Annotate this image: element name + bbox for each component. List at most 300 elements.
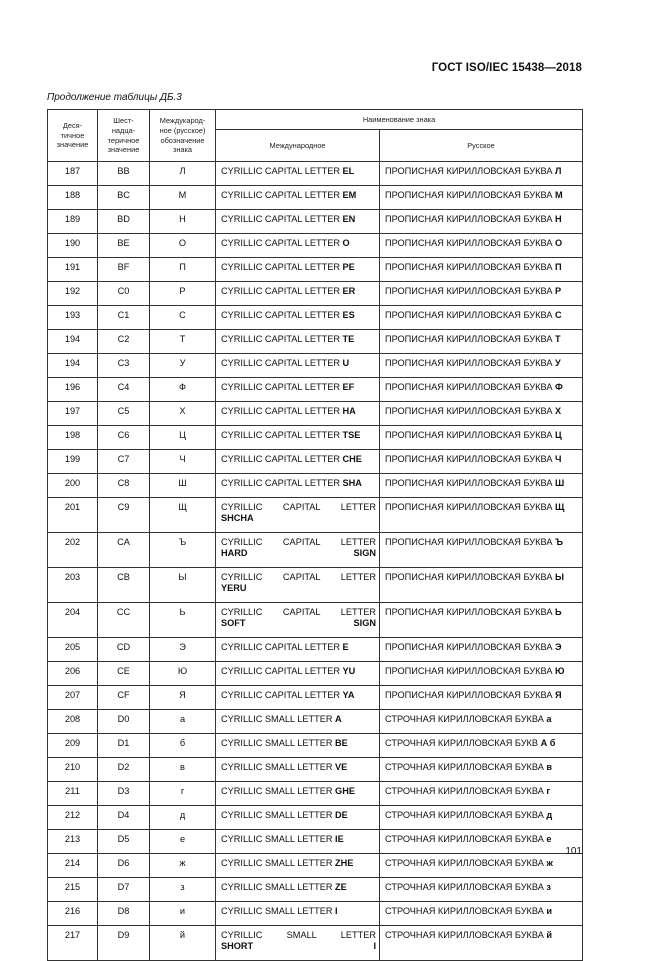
- russian-name-cell: [380, 162, 583, 186]
- international-name-prefix: CYRILLIC SMALL LETTER: [221, 834, 333, 844]
- international-name-cell: [216, 782, 380, 806]
- russian-name-cell: [380, 854, 583, 878]
- russian-name-letter: й: [546, 930, 553, 940]
- decimal-cell: 189: [48, 210, 98, 234]
- decimal-cell: 207: [48, 686, 98, 710]
- document-header: ГОСТ ISO/IEC 15438—2018: [431, 62, 582, 74]
- international-name-prefix: CYRILLIC SMALL LETTER: [221, 738, 333, 748]
- hex-cell: C3: [98, 354, 150, 378]
- decimal-cell: 210: [48, 758, 98, 782]
- international-name-letter: YA: [342, 690, 355, 700]
- international-name-prefix: CYRILLIC CAPITAL LETTER: [221, 502, 376, 512]
- glyph-cell: в: [150, 758, 216, 782]
- table-row: [48, 402, 583, 426]
- hex-cell: D0: [98, 710, 150, 734]
- header-decimal: Деся- тичное значение: [48, 110, 98, 162]
- glyph-cell: Э: [150, 638, 216, 662]
- table-row: [48, 568, 583, 603]
- russian-name-letter: Ь: [555, 607, 562, 617]
- table-row: [48, 282, 583, 306]
- glyph-cell: б: [150, 734, 216, 758]
- table-row: [48, 710, 583, 734]
- hex-cell: C7: [98, 450, 150, 474]
- hex-cell: BC: [98, 186, 150, 210]
- russian-name-letter: Ф: [555, 382, 563, 392]
- international-name-letter: SHCHA: [221, 512, 254, 523]
- russian-name-prefix: ПРОПИСНАЯ КИРИЛЛОВСКАЯ БУКВА: [385, 478, 553, 488]
- russian-name-cell: [380, 662, 583, 686]
- russian-name-letter: Э: [555, 642, 562, 652]
- international-name-prefix: CYRILLIC SMALL LETTER: [221, 810, 333, 820]
- russian-name-prefix: СТРОЧНАЯ КИРИЛЛОВСКАЯ БУКВА: [385, 930, 544, 940]
- decimal-cell: 193: [48, 306, 98, 330]
- international-name-prefix: CYRILLIC CAPITAL LETTER: [221, 214, 340, 224]
- hex-cell: BE: [98, 234, 150, 258]
- header-hex: Шест- надца- теричное значение: [98, 110, 150, 162]
- international-name-cell: [216, 902, 380, 926]
- international-name-prefix: CYRILLIC CAPITAL LETTER: [221, 238, 340, 248]
- russian-name-prefix: СТРОЧНАЯ КИРИЛЛОВСКАЯ БУКВА: [385, 858, 544, 868]
- decimal-cell: 208: [48, 710, 98, 734]
- hex-cell: D8: [98, 902, 150, 926]
- russian-name-cell: [380, 282, 583, 306]
- international-name-cell: [216, 830, 380, 854]
- international-name-cell: [216, 258, 380, 282]
- glyph-cell: Щ: [150, 498, 216, 533]
- decimal-cell: 214: [48, 854, 98, 878]
- decimal-cell: 217: [48, 926, 98, 961]
- glyph-cell: и: [150, 902, 216, 926]
- international-name-prefix: CYRILLIC CAPITAL LETTER: [221, 334, 340, 344]
- international-name-letter: TSE: [342, 430, 361, 440]
- russian-name-cell: [380, 474, 583, 498]
- russian-name-cell: [380, 638, 583, 662]
- international-name-cell: [216, 474, 380, 498]
- glyph-cell: г: [150, 782, 216, 806]
- table-row: [48, 662, 583, 686]
- russian-name-prefix: ПРОПИСНАЯ КИРИЛЛОВСКАЯ БУКВА: [385, 666, 553, 676]
- international-name-prefix: CYRILLIC SMALL LETTER: [221, 714, 333, 724]
- international-name-letter: EF: [342, 382, 355, 392]
- russian-name-letter: П: [555, 262, 562, 272]
- international-name-cell: [216, 734, 380, 758]
- decimal-cell: 203: [48, 568, 98, 603]
- russian-name-letter: д: [546, 810, 553, 820]
- international-name-letter: I: [335, 906, 338, 916]
- table-body: [48, 162, 583, 961]
- russian-name-cell: [380, 686, 583, 710]
- hex-cell: CA: [98, 533, 150, 568]
- russian-name-cell: [380, 568, 583, 603]
- russian-name-prefix: СТРОЧНАЯ КИРИЛЛОВСКАЯ БУКВА: [385, 810, 544, 820]
- table-row: [48, 162, 583, 186]
- russian-name-prefix: ПРОПИСНАЯ КИРИЛЛОВСКАЯ БУКВА: [385, 690, 553, 700]
- glyph-cell: С: [150, 306, 216, 330]
- hex-cell: D3: [98, 782, 150, 806]
- russian-name-prefix: ПРОПИСНАЯ КИРИЛЛОВСКАЯ БУКВА: [385, 454, 553, 464]
- russian-name-cell: [380, 498, 583, 533]
- international-name-prefix: CYRILLIC SMALL LETTER: [221, 906, 333, 916]
- russian-name-cell: [380, 782, 583, 806]
- table-row: [48, 902, 583, 926]
- international-name-letter: E: [342, 642, 349, 652]
- international-name-letter: ER: [342, 286, 356, 296]
- international-name-cell: [216, 378, 380, 402]
- russian-name-cell: [380, 186, 583, 210]
- russian-name-prefix: СТРОЧНАЯ КИРИЛЛОВСКАЯ БУКВ: [385, 738, 539, 748]
- hex-cell: D2: [98, 758, 150, 782]
- russian-name-cell: [380, 378, 583, 402]
- glyph-cell: У: [150, 354, 216, 378]
- international-name-prefix: CYRILLIC CAPITAL LETTER: [221, 642, 340, 652]
- international-name-cell: [216, 638, 380, 662]
- table-row: [48, 450, 583, 474]
- international-name-cell: [216, 758, 380, 782]
- glyph-cell: й: [150, 926, 216, 961]
- international-name-cell: [216, 234, 380, 258]
- international-name-letter: EN: [342, 214, 356, 224]
- glyph-cell: а: [150, 710, 216, 734]
- russian-name-letter: М: [555, 190, 563, 200]
- decimal-cell: 216: [48, 902, 98, 926]
- international-name-cell: [216, 186, 380, 210]
- decimal-cell: 194: [48, 354, 98, 378]
- character-table: [47, 109, 583, 961]
- russian-name-prefix: ПРОПИСНАЯ КИРИЛЛОВСКАЯ БУКВА: [385, 310, 553, 320]
- table-row: [48, 306, 583, 330]
- russian-name-prefix: ПРОПИСНАЯ КИРИЛЛОВСКАЯ БУКВА: [385, 214, 553, 224]
- international-name-letter: TE: [342, 334, 355, 344]
- glyph-cell: Р: [150, 282, 216, 306]
- decimal-cell: 204: [48, 603, 98, 638]
- international-name-cell: [216, 686, 380, 710]
- decimal-cell: 192: [48, 282, 98, 306]
- glyph-cell: е: [150, 830, 216, 854]
- russian-name-letter: е: [546, 834, 552, 844]
- glyph-cell: М: [150, 186, 216, 210]
- russian-name-letter: Ы: [555, 572, 565, 582]
- table-row: [48, 378, 583, 402]
- table-row: [48, 210, 583, 234]
- russian-name-letter: Ш: [555, 478, 565, 488]
- russian-name-prefix: ПРОПИСНАЯ КИРИЛЛОВСКАЯ БУКВА: [385, 430, 553, 440]
- glyph-cell: Ь: [150, 603, 216, 638]
- russian-name-prefix: ПРОПИСНАЯ КИРИЛЛОВСКАЯ БУКВА: [385, 502, 553, 512]
- header-glyph: Междукарод- ное (русское) обозначение знака: [150, 110, 216, 162]
- table-row: [48, 603, 583, 638]
- russian-name-letter: Т: [555, 334, 561, 344]
- russian-name-letter: и: [546, 906, 553, 916]
- russian-name-letter: з: [546, 882, 551, 892]
- international-name-letter: VE: [335, 762, 348, 772]
- table-row: [48, 498, 583, 533]
- russian-name-cell: [380, 450, 583, 474]
- hex-cell: BD: [98, 210, 150, 234]
- russian-name-prefix: ПРОПИСНАЯ КИРИЛЛОВСКАЯ БУКВА: [385, 537, 553, 547]
- international-name-cell: [216, 210, 380, 234]
- international-name-prefix: CYRILLIC SMALL LETTER: [221, 762, 333, 772]
- table-row: [48, 258, 583, 282]
- international-name-prefix: CYRILLIC CAPITAL LETTER: [221, 666, 340, 676]
- international-name-letter: SHORT I: [221, 940, 376, 951]
- international-name-letter: EM: [342, 190, 357, 200]
- decimal-cell: 209: [48, 734, 98, 758]
- international-name-letter: BE: [335, 738, 348, 748]
- hex-cell: D5: [98, 830, 150, 854]
- international-name-prefix: CYRILLIC CAPITAL LETTER: [221, 537, 376, 547]
- russian-name-prefix: СТРОЧНАЯ КИРИЛЛОВСКАЯ БУКВА: [385, 762, 544, 772]
- russian-name-prefix: ПРОПИСНАЯ КИРИЛЛОВСКАЯ БУКВА: [385, 406, 553, 416]
- international-name-cell: [216, 854, 380, 878]
- hex-cell: CD: [98, 638, 150, 662]
- decimal-cell: 196: [48, 378, 98, 402]
- table-row: [48, 186, 583, 210]
- glyph-cell: Ш: [150, 474, 216, 498]
- table-row: [48, 686, 583, 710]
- international-name-letter: ES: [342, 310, 355, 320]
- international-name-prefix: CYRILLIC CAPITAL LETTER: [221, 310, 340, 320]
- russian-name-prefix: ПРОПИСНАЯ КИРИЛЛОВСКАЯ БУКВА: [385, 572, 553, 582]
- hex-cell: C2: [98, 330, 150, 354]
- russian-name-cell: [380, 306, 583, 330]
- international-name-letter: IE: [335, 834, 344, 844]
- decimal-cell: 201: [48, 498, 98, 533]
- hex-cell: BF: [98, 258, 150, 282]
- russian-name-prefix: ПРОПИСНАЯ КИРИЛЛОВСКАЯ БУКВА: [385, 262, 553, 272]
- decimal-cell: 212: [48, 806, 98, 830]
- hex-cell: D7: [98, 878, 150, 902]
- glyph-cell: Ф: [150, 378, 216, 402]
- russian-name-cell: [380, 830, 583, 854]
- hex-cell: BB: [98, 162, 150, 186]
- russian-name-cell: [380, 402, 583, 426]
- international-name-prefix: CYRILLIC CAPITAL LETTER: [221, 430, 340, 440]
- russian-name-prefix: СТРОЧНАЯ КИРИЛЛОВСКАЯ БУКВА: [385, 906, 544, 916]
- table-row: [48, 354, 583, 378]
- glyph-cell: Н: [150, 210, 216, 234]
- international-name-letter: CHE: [342, 454, 362, 464]
- international-name-cell: [216, 306, 380, 330]
- table-row: [48, 330, 583, 354]
- russian-name-letter: Х: [555, 406, 562, 416]
- russian-name-prefix: ПРОПИСНАЯ КИРИЛЛОВСКАЯ БУКВА: [385, 382, 553, 392]
- russian-name-cell: [380, 210, 583, 234]
- russian-name-cell: [380, 710, 583, 734]
- international-name-cell: [216, 498, 380, 533]
- russian-name-cell: [380, 902, 583, 926]
- header-name-group: Наименование знака: [216, 110, 583, 130]
- table-row: [48, 878, 583, 902]
- table-row: [48, 830, 583, 854]
- international-name-letter: YERU: [221, 582, 247, 593]
- glyph-cell: Ц: [150, 426, 216, 450]
- decimal-cell: 206: [48, 662, 98, 686]
- hex-cell: C0: [98, 282, 150, 306]
- international-name-prefix: CYRILLIC SMALL LETTER: [221, 882, 333, 892]
- table-row: [48, 234, 583, 258]
- russian-name-letter: Щ: [555, 502, 565, 512]
- international-name-letter: EL: [342, 166, 355, 176]
- glyph-cell: Ю: [150, 662, 216, 686]
- international-name-letter: HA: [342, 406, 356, 416]
- decimal-cell: 213: [48, 830, 98, 854]
- international-name-cell: [216, 568, 380, 603]
- international-name-letter: ZHE: [335, 858, 354, 868]
- international-name-cell: [216, 603, 380, 638]
- international-name-prefix: CYRILLIC CAPITAL LETTER: [221, 406, 340, 416]
- decimal-cell: 211: [48, 782, 98, 806]
- international-name-letter: O: [342, 238, 350, 248]
- decimal-cell: 190: [48, 234, 98, 258]
- header-russian: Русское: [380, 130, 583, 162]
- hex-cell: C8: [98, 474, 150, 498]
- hex-cell: C5: [98, 402, 150, 426]
- table-row: [48, 474, 583, 498]
- table-row: [48, 806, 583, 830]
- international-name-cell: [216, 926, 380, 961]
- russian-name-letter: А б: [540, 738, 556, 748]
- glyph-cell: д: [150, 806, 216, 830]
- international-name-cell: [216, 710, 380, 734]
- glyph-cell: П: [150, 258, 216, 282]
- russian-name-letter: Л: [555, 166, 562, 176]
- international-name-letter: YU: [342, 666, 356, 676]
- russian-name-letter: Н: [555, 214, 562, 224]
- russian-name-cell: [380, 533, 583, 568]
- russian-name-letter: У: [555, 358, 561, 368]
- glyph-cell: Я: [150, 686, 216, 710]
- table-row: [48, 638, 583, 662]
- russian-name-letter: Ъ: [555, 537, 564, 547]
- international-name-cell: [216, 354, 380, 378]
- russian-name-prefix: ПРОПИСНАЯ КИРИЛЛОВСКАЯ БУКВА: [385, 607, 553, 617]
- hex-cell: CC: [98, 603, 150, 638]
- international-name-prefix: CYRILLIC CAPITAL LETTER: [221, 190, 340, 200]
- international-name-prefix: CYRILLIC SMALL LETTER: [221, 786, 333, 796]
- glyph-cell: Л: [150, 162, 216, 186]
- russian-name-letter: в: [546, 762, 553, 772]
- decimal-cell: 187: [48, 162, 98, 186]
- glyph-cell: з: [150, 878, 216, 902]
- hex-cell: C6: [98, 426, 150, 450]
- russian-name-cell: [380, 806, 583, 830]
- hex-cell: C9: [98, 498, 150, 533]
- international-name-letter: A: [335, 714, 342, 724]
- russian-name-letter: С: [555, 310, 562, 320]
- glyph-cell: О: [150, 234, 216, 258]
- international-name-cell: [216, 533, 380, 568]
- hex-cell: CE: [98, 662, 150, 686]
- international-name-cell: [216, 662, 380, 686]
- russian-name-prefix: СТРОЧНАЯ КИРИЛЛОВСКАЯ БУКВА: [385, 714, 544, 724]
- table-row: [48, 854, 583, 878]
- international-name-cell: [216, 878, 380, 902]
- decimal-cell: 191: [48, 258, 98, 282]
- russian-name-letter: г: [546, 786, 551, 796]
- decimal-cell: 194: [48, 330, 98, 354]
- russian-name-prefix: ПРОПИСНАЯ КИРИЛЛОВСКАЯ БУКВА: [385, 190, 553, 200]
- russian-name-cell: [380, 426, 583, 450]
- international-name-cell: [216, 282, 380, 306]
- glyph-cell: Ъ: [150, 533, 216, 568]
- hex-cell: C4: [98, 378, 150, 402]
- russian-name-letter: О: [555, 238, 563, 248]
- russian-name-letter: ж: [546, 858, 553, 868]
- international-name-letter: DE: [335, 810, 348, 820]
- international-name-prefix: CYRILLIC SMALL LETTER: [221, 858, 333, 868]
- international-name-prefix: CYRILLIC CAPITAL LETTER: [221, 607, 376, 617]
- glyph-cell: Х: [150, 402, 216, 426]
- decimal-cell: 205: [48, 638, 98, 662]
- russian-name-letter: Ч: [555, 454, 562, 464]
- international-name-letter: PE: [342, 262, 355, 272]
- russian-name-letter: а: [546, 714, 552, 724]
- international-name-letter: HARD SIGN: [221, 547, 376, 558]
- international-name-cell: [216, 426, 380, 450]
- header-international: Международное: [216, 130, 380, 162]
- russian-name-letter: Ю: [555, 666, 565, 676]
- decimal-cell: 188: [48, 186, 98, 210]
- international-name-letter: ZE: [335, 882, 347, 892]
- decimal-cell: 215: [48, 878, 98, 902]
- international-name-prefix: CYRILLIC CAPITAL LETTER: [221, 454, 340, 464]
- international-name-prefix: CYRILLIC CAPITAL LETTER: [221, 286, 340, 296]
- international-name-letter: U: [342, 358, 350, 368]
- glyph-cell: Ч: [150, 450, 216, 474]
- international-name-prefix: CYRILLIC CAPITAL LETTER: [221, 358, 340, 368]
- russian-name-prefix: ПРОПИСНАЯ КИРИЛЛОВСКАЯ БУКВА: [385, 334, 553, 344]
- table-row: [48, 782, 583, 806]
- russian-name-cell: [380, 926, 583, 961]
- international-name-letter: GHE: [335, 786, 355, 796]
- hex-cell: CB: [98, 568, 150, 603]
- hex-cell: D6: [98, 854, 150, 878]
- hex-cell: D4: [98, 806, 150, 830]
- international-name-prefix: CYRILLIC CAPITAL LETTER: [221, 572, 376, 582]
- hex-cell: D9: [98, 926, 150, 961]
- table-row: [48, 426, 583, 450]
- glyph-cell: Ы: [150, 568, 216, 603]
- hex-cell: C1: [98, 306, 150, 330]
- international-name-cell: [216, 330, 380, 354]
- russian-name-cell: [380, 603, 583, 638]
- table-caption: Продолжение таблицы ДБ.3: [47, 92, 182, 103]
- international-name-prefix: CYRILLIC CAPITAL LETTER: [221, 690, 340, 700]
- international-name-prefix: CYRILLIC CAPITAL LETTER: [221, 166, 340, 176]
- russian-name-cell: [380, 354, 583, 378]
- russian-name-prefix: ПРОПИСНАЯ КИРИЛЛОВСКАЯ БУКВА: [385, 238, 553, 248]
- table-row: [48, 758, 583, 782]
- decimal-cell: 198: [48, 426, 98, 450]
- decimal-cell: 199: [48, 450, 98, 474]
- international-name-letter: SHA: [342, 478, 362, 488]
- decimal-cell: 200: [48, 474, 98, 498]
- russian-name-prefix: СТРОЧНАЯ КИРИЛЛОВСКАЯ БУКВА: [385, 786, 544, 796]
- russian-name-letter: Ц: [555, 430, 562, 440]
- russian-name-cell: [380, 258, 583, 282]
- russian-name-letter: Я: [555, 690, 562, 700]
- russian-name-prefix: СТРОЧНАЯ КИРИЛЛОВСКАЯ БУКВА: [385, 882, 544, 892]
- glyph-cell: ж: [150, 854, 216, 878]
- international-name-cell: [216, 402, 380, 426]
- table-row: [48, 734, 583, 758]
- international-name-prefix: CYRILLIC SMALL LETTER: [221, 930, 376, 940]
- russian-name-prefix: ПРОПИСНАЯ КИРИЛЛОВСКАЯ БУКВА: [385, 166, 553, 176]
- international-name-cell: [216, 806, 380, 830]
- russian-name-prefix: ПРОПИСНАЯ КИРИЛЛОВСКАЯ БУКВА: [385, 286, 553, 296]
- page-number: 101: [565, 846, 582, 857]
- international-name-prefix: CYRILLIC CAPITAL LETTER: [221, 262, 340, 272]
